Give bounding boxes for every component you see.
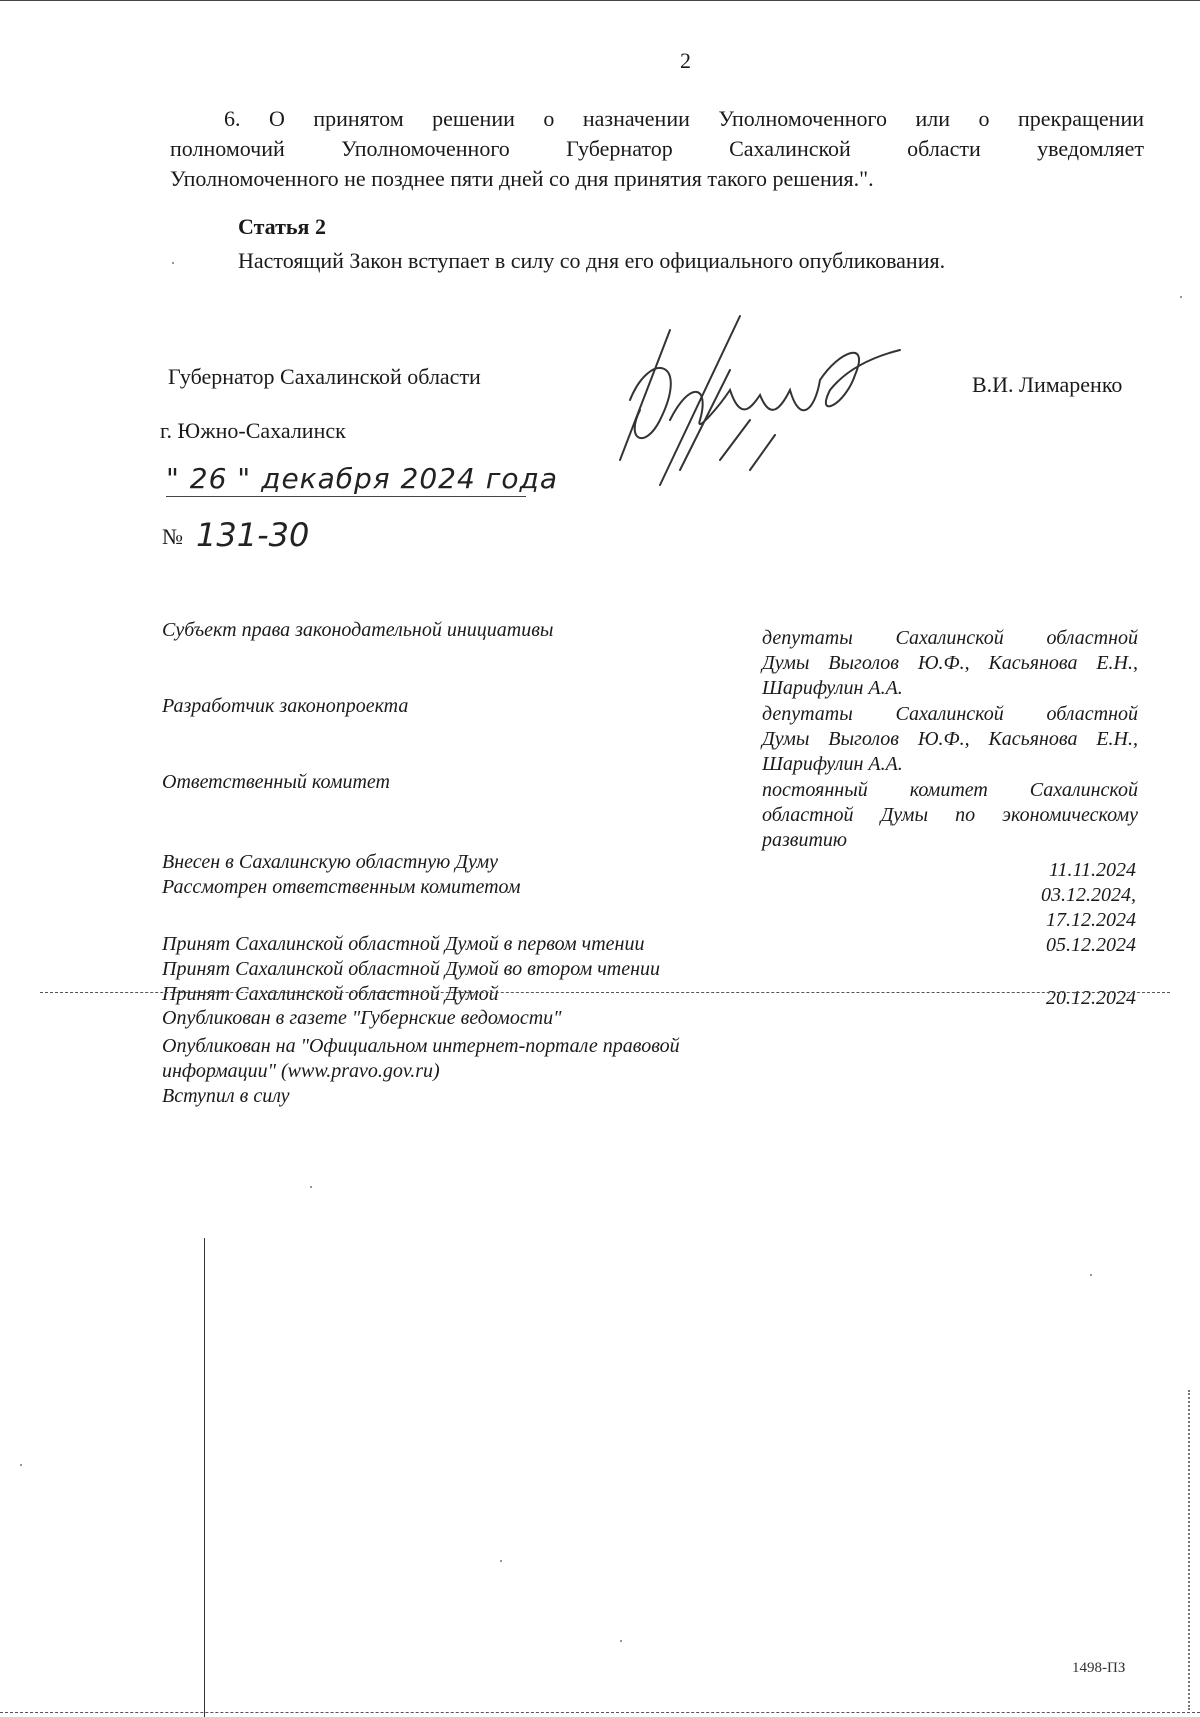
subject-value-line: депутаты Сахалинской областной — [762, 627, 1138, 649]
committee-value-line: постоянный комитет Сахалинской — [762, 779, 1138, 801]
committee-label: Ответственный комитет — [162, 771, 390, 793]
number-handwritten: 131-30 — [196, 516, 310, 554]
signature-image — [600, 310, 930, 500]
first-reading-label: Принят Сахалинской областной Думой в первом чтении — [162, 933, 645, 955]
committee-value-line: развитию — [762, 829, 848, 851]
committee-value-line: областной Думы по экономическому — [762, 804, 1138, 826]
city: г. Южно-Сахалинск — [160, 418, 346, 443]
governor-title: Губернатор Сахалинской области — [168, 364, 481, 389]
paragraph-6 — [170, 104, 1144, 194]
adopted-label: Принят Сахалинской областной Думой — [162, 983, 499, 1005]
date-value: 03.12.2024, — [1041, 884, 1136, 906]
footer-code: 1498-ПЗ — [1072, 1660, 1126, 1676]
subject-label: Субъект права законодательной инициативы — [162, 619, 554, 641]
date-value: 20.12.2024 — [1046, 987, 1136, 1009]
date-value: 17.12.2024 — [1046, 909, 1136, 931]
second-reading-label: Принят Сахалинской областной Думой во втором чтении — [162, 958, 661, 980]
scan-speck — [1090, 1274, 1092, 1276]
subject-value-line: Шарифулин А.А. — [762, 677, 903, 699]
scan-speck — [500, 1560, 502, 1562]
date-value: 05.12.2024 — [1046, 934, 1136, 956]
published-newspaper-label: Опубликован в газете "Губернские ведомости" — [162, 1007, 562, 1029]
governor-name: В.И. Лимаренко — [972, 372, 1123, 397]
number-label: № — [162, 524, 183, 549]
paragraph-line: полномочий Уполномоченного Губернатор Сахалинской области уведомляет — [170, 136, 1144, 161]
published-portal-label: информации" (www.pravo.gov.ru) — [162, 1060, 440, 1082]
article-2-text: Настоящий Закон вступает в силу со дня его официального опубликования. — [238, 248, 946, 273]
scan-speck — [172, 262, 174, 264]
scan-dashed-line — [40, 992, 1170, 993]
developer-value-line: Думы Выголов Ю.Ф., Касьянова Е.Н., — [762, 728, 1138, 750]
scan-edge-dots — [1188, 1390, 1192, 1710]
scan-speck — [620, 1640, 622, 1642]
scan-top-border — [0, 0, 1200, 1]
developer-value-line: Шарифулин А.А. — [762, 753, 903, 775]
date-underline — [166, 496, 526, 497]
entered-force-label: Вступил в силу — [162, 1085, 290, 1107]
considered-label: Рассмотрен ответственным комитетом — [162, 876, 521, 898]
subject-value-line: Думы Выголов Ю.Ф., Касьянова Е.Н., — [762, 652, 1138, 674]
published-portal-label: Опубликован на "Официальном интернет-портале правовой — [162, 1035, 680, 1057]
scan-speck — [1180, 296, 1182, 298]
introduced-label: Внесен в Сахалинскую областную Думу — [162, 851, 499, 873]
paragraph-line: Уполномоченного не позднее пяти дней со дня принятия такого решения.". — [170, 166, 874, 191]
date-value: 11.11.2024 — [1048, 859, 1136, 881]
developer-label: Разработчик законопроекта — [162, 695, 409, 717]
paragraph-line: 6. О принятом решении о назначении Уполномоченного или о прекращении — [224, 106, 1144, 131]
scan-speck — [310, 1186, 312, 1188]
date-handwritten: " 26 " декабря 2024 года — [166, 462, 559, 495]
scan-speck — [20, 1464, 22, 1466]
scan-vertical-line — [204, 1238, 205, 1717]
scan-bottom-border — [0, 1712, 1200, 1713]
page-number: 2 — [680, 48, 691, 73]
developer-value-line: депутаты Сахалинской областной — [762, 703, 1138, 725]
article-2-title: Статья 2 — [238, 214, 326, 239]
